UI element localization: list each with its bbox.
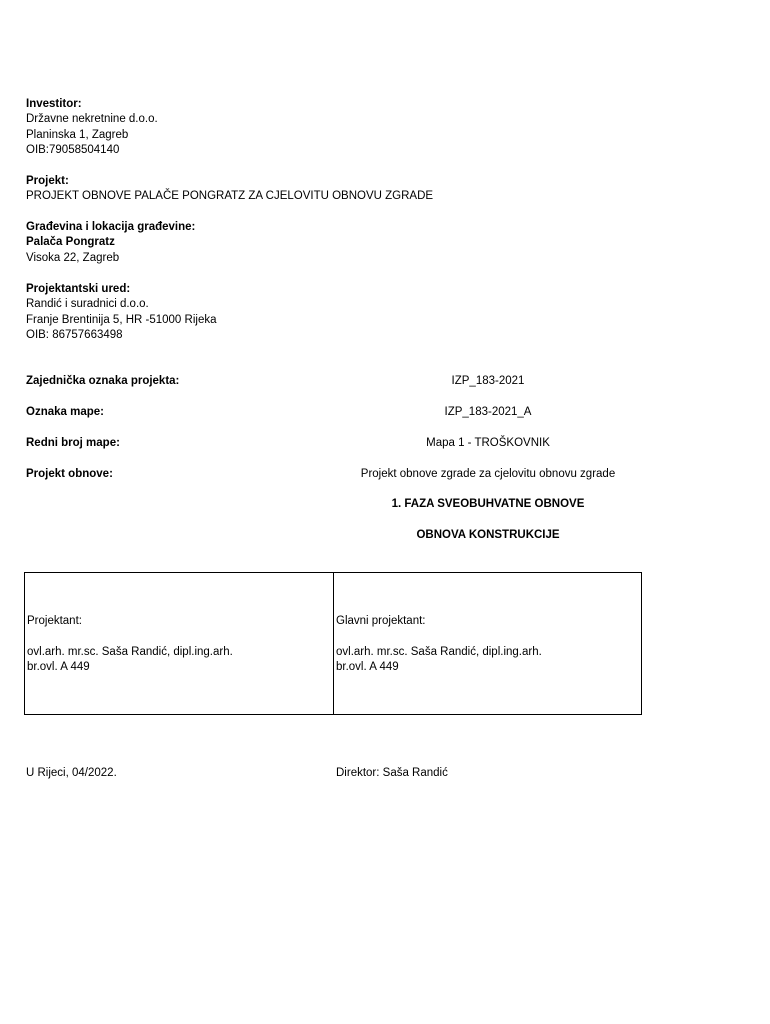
investor-oib: OIB:79058504140	[26, 144, 120, 157]
lead-designer-role: Glavni projektant:	[336, 615, 426, 627]
field-label-project-code: Zajednička oznaka projekta:	[26, 375, 180, 387]
office-heading: Projektantski ured:	[26, 283, 131, 295]
lead-designer-name: ovl.arh. mr.sc. Saša Randić, dipl.ing.arh.	[336, 645, 542, 658]
designer-license: br.ovl. A 449	[27, 661, 90, 674]
office-block	[26, 282, 216, 344]
director: Direktor: Saša Randić	[336, 767, 448, 779]
signature-table	[24, 572, 642, 715]
section-title: OBNOVA KONSTRUKCIJE	[416, 529, 560, 541]
signature-divider	[333, 573, 334, 714]
project-block	[26, 174, 433, 205]
investor-address: Planinska 1, Zagreb	[26, 128, 129, 141]
office-oib: OIB: 86757663498	[26, 329, 123, 342]
designer-role: Projektant:	[27, 615, 82, 627]
building-heading: Građevina i lokacija građevine:	[26, 221, 196, 233]
designer-name: ovl.arh. mr.sc. Saša Randić, dipl.ing.arh.	[27, 645, 233, 658]
project-heading: Projekt:	[26, 175, 69, 187]
field-value-project-code: IZP_183-2021	[451, 375, 525, 387]
building-name: Palača Pongratz	[26, 236, 115, 249]
phase-title: 1. FAZA SVEOBUHVATNE OBNOVE	[391, 498, 585, 510]
field-label-folder-number: Redni broj mape:	[26, 437, 120, 449]
office-name: Randić i suradnici d.o.o.	[26, 298, 149, 311]
field-value-folder-number: Mapa 1 - TROŠKOVNIK	[426, 437, 550, 449]
place-date: U Rijeci, 04/2022.	[26, 767, 117, 779]
signature-cell-lead-designer	[336, 614, 542, 676]
field-label-renovation-project: Projekt obnove:	[26, 468, 113, 480]
lead-designer-license: br.ovl. A 449	[336, 661, 399, 674]
signature-cell-designer	[27, 614, 233, 676]
building-block	[26, 220, 195, 266]
investor-heading: Investitor:	[26, 98, 82, 110]
field-value-renovation-project: Projekt obnove zgrade za cjelovitu obnovu zgrade	[360, 468, 616, 480]
investor-name: Državne nekretnine d.o.o.	[26, 113, 158, 126]
office-address: Franje Brentinija 5, HR -51000 Rijeka	[26, 313, 217, 326]
field-label-folder-code: Oznaka mape:	[26, 406, 104, 418]
building-address: Visoka 22, Zagreb	[26, 251, 120, 264]
field-value-folder-code: IZP_183-2021_A	[444, 406, 532, 418]
project-title: PROJEKT OBNOVE PALAČE PONGRATZ ZA CJELOVITU OBNOVU ZGRADE	[26, 190, 434, 203]
investor-block	[26, 97, 158, 159]
